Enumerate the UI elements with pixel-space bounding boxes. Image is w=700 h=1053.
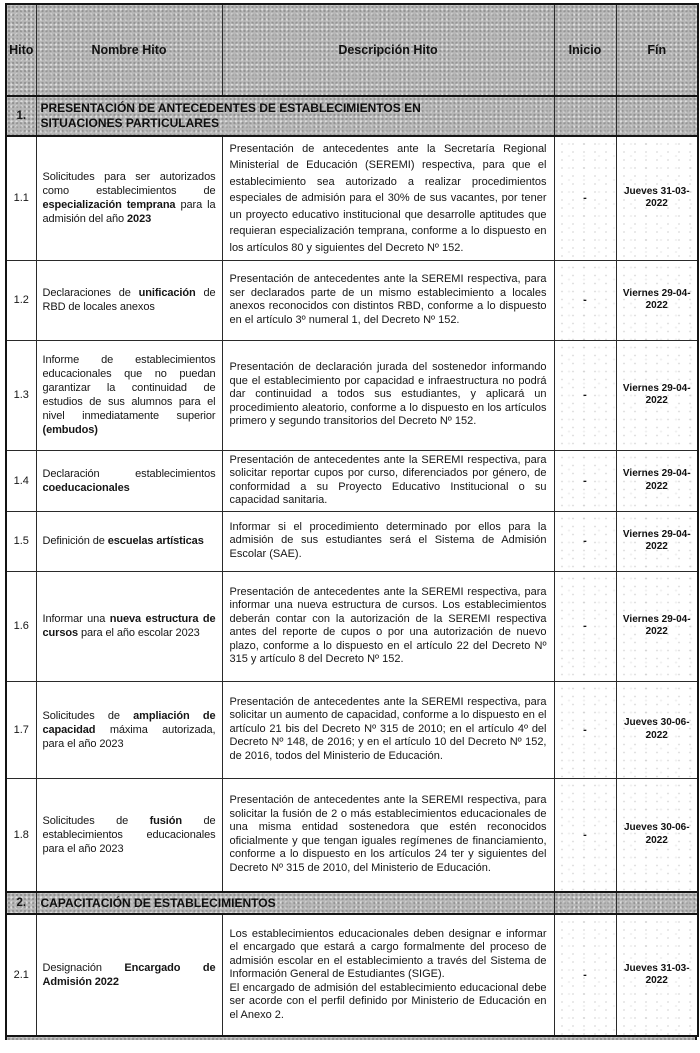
inicio-cell: - xyxy=(554,681,616,778)
table-row xyxy=(6,778,698,892)
descripcion-cell: Presentación de antecedentes ante la SEREMI respectiva, para solicitar reportar cupos por curso, diferenciados por género, de conformidad a su Proyecto Educativo Institucional o su capacidad sanitaria. xyxy=(222,450,554,511)
col-header-nombre: Nombre Hito xyxy=(36,4,222,96)
nombre-hito-cell: Definición de escuelas artísticas xyxy=(36,511,222,571)
table-row xyxy=(6,571,698,681)
nombre-hito-cell: Designación Encargado de Admisión 2022 xyxy=(36,914,222,1036)
col-header-inicio: Inicio xyxy=(554,4,616,96)
descripcion-cell: Los establecimientos educacionales deben designar e informar el encargado que estará a cargo formalmente del proceso de admisión escolar en el establecimiento a través del Sistema de Información General de Estudiantes (SIGE). El encargado de admisión del establecimiento educacional debe ser acorde con el perfil definido por Ministerio de Educación en el Anexo 2. xyxy=(222,914,554,1036)
fin-cell: Viernes 29-04-2022 xyxy=(616,511,698,571)
fin-cell: Viernes 29-04-2022 xyxy=(616,571,698,681)
inicio-cell: - xyxy=(554,571,616,681)
table-body xyxy=(6,96,698,1036)
descripcion-cell: Presentación de antecedentes ante la SEREMI respectiva, para solicitar la fusión de 2 o más establecimientos educacionales de una misma entidad sostenedora que estén reconocidos oficialmente y que tengan iguales regímenes de financiamiento, conforme a lo dispuesto en los artículos 24 ter y siguientes del Decreto Nº 315 de 2010, del Ministerio de Educación. xyxy=(222,778,554,892)
table-row xyxy=(6,136,698,260)
section-number: 1. xyxy=(6,96,36,136)
inicio-cell: - xyxy=(554,778,616,892)
section-number: 2. xyxy=(6,892,36,914)
hito-cell: 1.1 xyxy=(6,136,36,260)
descripcion-cell: Presentación de antecedentes ante la SEREMI respectiva, para informar una nueva estructura de cursos. Los establecimientos deberán contar con la autorización de la SEREMI respectiva antes del reporte de cupos o por una autorización de nuevo plazo, conforme a lo dispuesto en el artículo 22 del Decreto Nº 315 y artículo 8 del Decreto Nº 152. xyxy=(222,571,554,681)
col-header-descripcion: Descripción Hito xyxy=(222,4,554,96)
inicio-cell: - xyxy=(554,511,616,571)
nombre-hito-cell: Declaraciones de unificación de RBD de locales anexos xyxy=(36,260,222,340)
hito-cell: 1.5 xyxy=(6,511,36,571)
section-inicio-cell xyxy=(554,96,616,136)
fin-cell: Viernes 29-04-2022 xyxy=(616,450,698,511)
fin-cell: Jueves 31-03-2022 xyxy=(616,914,698,1036)
section-title: CAPACITACIÓN DE ESTABLECIMIENTOS xyxy=(36,892,554,914)
descripcion-cell: Presentación de declaración jurada del sostenedor informando que el establecimiento por capacidad e infraestructura no podrá dar continuidad a todos sus estudiantes, y aplicará un procedimiento aleatorio, conforme a lo dispuesto en los artículos primero y segundo transitorios del Decreto Nº 152. xyxy=(222,340,554,450)
table-row xyxy=(6,914,698,1036)
table-row xyxy=(6,260,698,340)
section-fin-cell xyxy=(616,96,698,136)
section-header-row xyxy=(6,892,698,914)
table-row xyxy=(6,511,698,571)
inicio-cell: - xyxy=(554,450,616,511)
nombre-hito-cell: Informe de establecimientos educacionales que no puedan garantizar la continuidad de estudios de sus alumnos para el nivel inmediatamente superior (embudos) xyxy=(36,340,222,450)
col-header-hito: Hito xyxy=(6,4,36,96)
inicio-cell: - xyxy=(554,340,616,450)
nombre-hito-cell: Solicitudes de fusión de establecimientos educacionales para el año 2023 xyxy=(36,778,222,892)
nombre-hito-cell: Informar una nueva estructura de cursos para el año escolar 2023 xyxy=(36,571,222,681)
table-row xyxy=(6,450,698,511)
section-header-row xyxy=(6,96,698,136)
hito-cell: 1.7 xyxy=(6,681,36,778)
hito-cell: 1.4 xyxy=(6,450,36,511)
descripcion-cell: Presentación de antecedentes ante la SEREMI respectiva, para ser declarados parte de un mismo establecimiento a locales anexos reconocidos con distintos RBD, conforme a lo dispuesto en el artículo 3º numeral 1, del Decreto Nº 152. xyxy=(222,260,554,340)
col-header-fin: Fín xyxy=(616,4,698,96)
section-fin-cell xyxy=(616,892,698,914)
fin-cell: Viernes 29-04-2022 xyxy=(616,260,698,340)
section-title: PRESENTACIÓN DE ANTECEDENTES DE ESTABLECIMIENTOS EN SITUACIONES PARTICULARES xyxy=(36,96,554,136)
section-inicio-cell xyxy=(554,892,616,914)
fin-cell: Viernes 29-04-2022 xyxy=(616,340,698,450)
table-row xyxy=(6,340,698,450)
milestones-table xyxy=(5,3,699,1037)
nombre-hito-cell: Declaración establecimientos coeducacionales xyxy=(36,450,222,511)
inicio-cell: - xyxy=(554,136,616,260)
hito-cell: 1.6 xyxy=(6,571,36,681)
inicio-cell: - xyxy=(554,260,616,340)
hito-cell: 1.2 xyxy=(6,260,36,340)
table-header-row xyxy=(6,4,698,96)
inicio-cell: - xyxy=(554,914,616,1036)
nombre-hito-cell: Solicitudes de ampliación de capacidad máxima autorizada, para el año 2023 xyxy=(36,681,222,778)
hito-cell: 1.8 xyxy=(6,778,36,892)
hito-cell: 2.1 xyxy=(6,914,36,1036)
next-row-cutoff xyxy=(5,1037,697,1040)
fin-cell: Jueves 31-03-2022 xyxy=(616,136,698,260)
hito-cell: 1.3 xyxy=(6,340,36,450)
nombre-hito-cell: Solicitudes para ser autorizados como establecimientos de especialización temprana para la admisión del año 2023 xyxy=(36,136,222,260)
fin-cell: Jueves 30-06-2022 xyxy=(616,778,698,892)
descripcion-cell: Presentación de antecedentes ante la SEREMI respectiva, para solicitar un aumento de capacidad, conforme a lo dispuesto en el artículo 21 bis del Decreto Nº 315 de 2010; en el artículo 4º del Decreto Nº 148, de 2016; y en el artículo 10 del Decreto Nº 152, de 2016, todos del Ministerio de Educación. xyxy=(222,681,554,778)
table-row xyxy=(6,681,698,778)
fin-cell: Jueves 30-06-2022 xyxy=(616,681,698,778)
descripcion-cell: Informar si el procedimiento determinado por ellos para la admisión de sus estudiantes será el Sistema de Admisión Escolar (SAE). xyxy=(222,511,554,571)
descripcion-cell: Presentación de antecedentes ante la Secretaría Regional Ministerial de Educación (SEREMI) respectiva, para que el establecimiento sea autorizado a realizar procedimientos especiales de admisión para el 30% de sus vacantes, por tener un proyecto educativo institucional que desarrolle aptitudes que requieran especialización temprana, conforme a lo dispuesto en los artículos 80 y siguientes del Decreto Nº 152. xyxy=(222,136,554,260)
